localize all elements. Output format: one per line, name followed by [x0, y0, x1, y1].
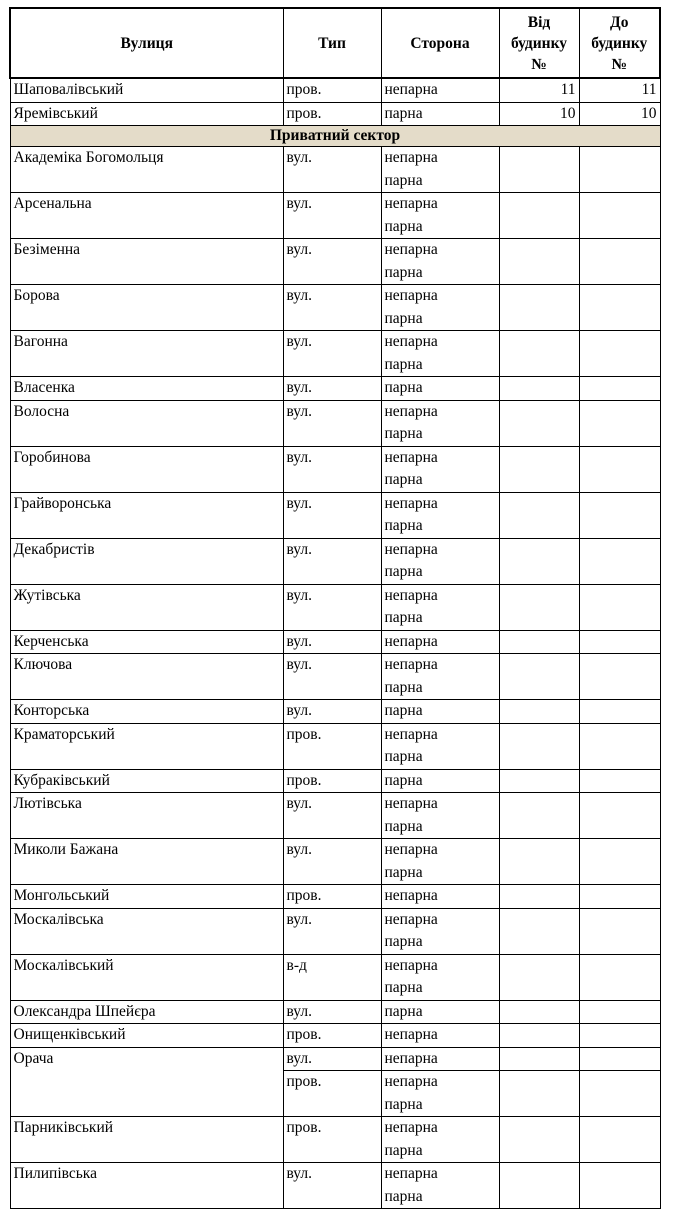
- header-from: Від будинку №: [499, 8, 579, 78]
- cell-street: Олександра Шпейєра: [10, 1000, 283, 1024]
- cell-to: [579, 839, 660, 885]
- cell-side: [381, 239, 499, 285]
- cell-street: Власенка: [10, 377, 283, 401]
- cell-street: Онищенківський: [10, 1024, 283, 1048]
- cell-from: [499, 885, 579, 909]
- table-row: [10, 377, 660, 401]
- header-type: Тип: [283, 8, 381, 78]
- streets-table: [9, 7, 661, 1209]
- cell-street: Пилипівська: [10, 1163, 283, 1209]
- cell-type: вул.: [283, 584, 381, 630]
- cell-type: вул.: [283, 239, 381, 285]
- cell-type: пров.: [283, 769, 381, 793]
- cell-from: [499, 147, 579, 193]
- table-row: [10, 793, 660, 839]
- side-value: непарна: [384, 956, 438, 974]
- side-value: непарна: [384, 1026, 438, 1043]
- cell-side: [381, 446, 499, 492]
- cell-to: [579, 538, 660, 584]
- cell-type: вул.: [283, 400, 381, 446]
- cell-type: вул.: [283, 1000, 381, 1024]
- cell-from: [499, 1071, 579, 1117]
- table-row: [10, 654, 660, 700]
- side-value: парна: [384, 425, 423, 442]
- table-row: [10, 102, 660, 126]
- cell-to: [579, 1163, 660, 1209]
- cell-side: [381, 377, 499, 401]
- cell-to: [579, 285, 660, 331]
- side-value: парна: [384, 1095, 423, 1113]
- side-value: парна: [384, 933, 423, 950]
- cell-side: [381, 331, 499, 377]
- cell-type: пров.: [283, 723, 381, 769]
- header-side: Сторона: [381, 8, 499, 78]
- cell-street: Миколи Бажана: [10, 839, 283, 885]
- side-value: парна: [384, 217, 423, 235]
- cell-street: Краматорський: [10, 723, 283, 769]
- cell-type: вул.: [283, 147, 381, 193]
- cell-side: [381, 1071, 499, 1117]
- cell-side: [381, 700, 499, 724]
- side-value: парна: [384, 863, 423, 881]
- cell-side: непарна: [381, 1047, 499, 1071]
- cell-side: [381, 400, 499, 446]
- cell-to: [579, 446, 660, 492]
- cell-side: [381, 654, 499, 700]
- cell-side: [381, 584, 499, 630]
- table-row: [10, 885, 660, 909]
- cell-to: [579, 239, 660, 285]
- side-value: непарна: [384, 887, 438, 904]
- cell-side: непарна: [381, 78, 499, 102]
- cell-side: [381, 723, 499, 769]
- header-to: До будинку №: [579, 8, 660, 78]
- side-value: непарна: [384, 632, 438, 650]
- cell-street: Грайворонська: [10, 492, 283, 538]
- cell-to: [579, 584, 660, 630]
- cell-to: [579, 193, 660, 239]
- cell-street: Яремівський: [10, 102, 283, 126]
- cell-type: пров.: [283, 885, 381, 909]
- cell-to: [579, 1047, 660, 1071]
- table-body: [10, 78, 660, 1209]
- cell-to: [579, 377, 660, 401]
- cell-from: [499, 584, 579, 630]
- cell-from: [499, 954, 579, 1000]
- cell-from: [499, 400, 579, 446]
- cell-type: пров.: [283, 1024, 381, 1048]
- table-row: [10, 769, 660, 793]
- table-row: [10, 584, 660, 630]
- cell-type: в-д: [283, 954, 381, 1000]
- table-row: [10, 1024, 660, 1048]
- cell-street: Декабристів: [10, 538, 283, 584]
- side-value: непарна: [384, 448, 438, 466]
- table-row: [10, 538, 660, 584]
- cell-type: пров.: [283, 1071, 381, 1117]
- cell-street: Москалівська: [10, 908, 283, 954]
- cell-type: вул.: [283, 630, 381, 654]
- side-value: парна: [384, 979, 423, 996]
- cell-street: Горобинова: [10, 446, 283, 492]
- cell-from: [499, 538, 579, 584]
- cell-type: вул.: [283, 538, 381, 584]
- cell-from: [499, 331, 579, 377]
- cell-to: [579, 1071, 660, 1117]
- cell-to: [579, 147, 660, 193]
- cell-side: [381, 147, 499, 193]
- cell-type: вул.: [283, 285, 381, 331]
- cell-type: вул.: [283, 331, 381, 377]
- table-row: [10, 446, 660, 492]
- cell-from: [499, 723, 579, 769]
- side-value: парна: [384, 263, 423, 281]
- cell-street: Лютівська: [10, 793, 283, 839]
- cell-to: [579, 769, 660, 793]
- cell-type: вул.: [283, 908, 381, 954]
- cell-to: [579, 654, 660, 700]
- cell-side: [381, 1163, 499, 1209]
- cell-street: Борова: [10, 285, 283, 331]
- table-row: [10, 723, 660, 769]
- cell-type: пров.: [283, 1117, 381, 1163]
- table-row: [10, 285, 660, 331]
- cell-side: [381, 908, 499, 954]
- cell-side: [381, 1000, 499, 1024]
- cell-street: Керченська: [10, 630, 283, 654]
- cell-from: [499, 700, 579, 724]
- side-value: непарна: [384, 149, 438, 166]
- cell-from: [499, 446, 579, 492]
- cell-street: Ключова: [10, 654, 283, 700]
- table-row: [10, 630, 660, 654]
- side-value: непарна: [384, 795, 438, 812]
- side-value: парна: [384, 748, 423, 765]
- side-value: парна: [384, 379, 423, 396]
- side-value: парна: [384, 563, 423, 580]
- cell-to: 11: [579, 78, 660, 102]
- table-row: [10, 193, 660, 239]
- cell-side: [381, 793, 499, 839]
- cell-to: [579, 700, 660, 724]
- cell-from: 10: [499, 102, 579, 126]
- side-value: непарна: [384, 910, 438, 928]
- side-value: непарна: [384, 287, 438, 304]
- cell-side: [381, 1024, 499, 1048]
- cell-to: [579, 331, 660, 377]
- table-row: [10, 492, 660, 538]
- cell-from: [499, 377, 579, 401]
- cell-to: [579, 908, 660, 954]
- section-row: [10, 126, 660, 147]
- table-row: [10, 78, 660, 102]
- side-value: непарна: [384, 1073, 438, 1090]
- header-street: Вулиця: [10, 8, 283, 78]
- cell-street: Орача: [10, 1047, 283, 1117]
- cell-side: [381, 769, 499, 793]
- table-row: [10, 1117, 660, 1163]
- cell-side: парна: [381, 102, 499, 126]
- cell-street: Парниківський: [10, 1117, 283, 1163]
- cell-to: [579, 400, 660, 446]
- side-value: непарна: [384, 586, 438, 604]
- side-value: парна: [384, 517, 423, 534]
- cell-from: [499, 193, 579, 239]
- cell-type: вул.: [283, 492, 381, 538]
- side-value: непарна: [384, 656, 438, 673]
- cell-to: [579, 723, 660, 769]
- cell-street: Конторська: [10, 700, 283, 724]
- cell-from: [499, 793, 579, 839]
- side-value: непарна: [384, 1119, 438, 1136]
- table-row: [10, 400, 660, 446]
- cell-to: [579, 885, 660, 909]
- table-row: [10, 239, 660, 285]
- table-row: [10, 700, 660, 724]
- side-value: парна: [384, 1187, 423, 1205]
- cell-from: [499, 654, 579, 700]
- side-value: непарна: [384, 725, 438, 743]
- table-row: [10, 1047, 660, 1071]
- cell-side: [381, 954, 499, 1000]
- cell-street: Академіка Богомольця: [10, 147, 283, 193]
- cell-side: [381, 885, 499, 909]
- header-row: [10, 8, 660, 78]
- cell-street: Монгольський: [10, 885, 283, 909]
- cell-side: [381, 630, 499, 654]
- cell-from: [499, 1163, 579, 1209]
- table-row: [10, 331, 660, 377]
- cell-street: Жутівська: [10, 584, 283, 630]
- cell-from: [499, 1024, 579, 1048]
- cell-street: Вагонна: [10, 331, 283, 377]
- cell-type: вул.: [283, 1163, 381, 1209]
- side-value: непарна: [384, 841, 438, 858]
- cell-from: [499, 630, 579, 654]
- cell-from: [499, 492, 579, 538]
- side-value: парна: [384, 471, 423, 488]
- section-title: Приватний сектор: [10, 126, 660, 147]
- table-row: [10, 954, 660, 1000]
- side-value: непарна: [384, 241, 438, 258]
- cell-from: [499, 839, 579, 885]
- cell-from: [499, 1047, 579, 1071]
- table-row: [10, 1163, 660, 1209]
- cell-from: 11: [499, 78, 579, 102]
- side-value: парна: [384, 171, 423, 189]
- cell-street: Москалівський: [10, 954, 283, 1000]
- cell-from: [499, 908, 579, 954]
- cell-type: вул.: [283, 654, 381, 700]
- table-row: [10, 839, 660, 885]
- side-value: парна: [384, 771, 423, 789]
- table-row: [10, 1000, 660, 1024]
- cell-street: Кубраківський: [10, 769, 283, 793]
- cell-type: вул.: [283, 1047, 381, 1071]
- side-value: парна: [384, 1141, 423, 1159]
- cell-from: [499, 239, 579, 285]
- cell-to: [579, 1000, 660, 1024]
- cell-side: [381, 1117, 499, 1163]
- cell-from: [499, 1000, 579, 1024]
- cell-type: вул.: [283, 839, 381, 885]
- cell-to: 10: [579, 102, 660, 126]
- cell-to: [579, 1117, 660, 1163]
- side-value: непарна: [384, 1165, 438, 1182]
- side-value: парна: [384, 355, 423, 373]
- cell-type: пров.: [283, 78, 381, 102]
- cell-street: Шаповалівський: [10, 78, 283, 102]
- side-value: непарна: [384, 540, 438, 558]
- side-value: парна: [384, 309, 423, 327]
- cell-side: [381, 839, 499, 885]
- cell-to: [579, 793, 660, 839]
- cell-from: [499, 285, 579, 331]
- cell-side: [381, 285, 499, 331]
- side-value: непарна: [384, 195, 438, 212]
- cell-street: Арсенальна: [10, 193, 283, 239]
- side-value: парна: [384, 702, 423, 719]
- cell-side: [381, 538, 499, 584]
- cell-side: [381, 193, 499, 239]
- side-value: непарна: [384, 494, 438, 512]
- side-value: парна: [384, 817, 423, 835]
- cell-from: [499, 1117, 579, 1163]
- table-row: [10, 147, 660, 193]
- cell-type: вул.: [283, 193, 381, 239]
- cell-side: [381, 492, 499, 538]
- cell-street: Волосна: [10, 400, 283, 446]
- side-value: парна: [384, 1002, 423, 1020]
- cell-type: вул.: [283, 446, 381, 492]
- side-value: непарна: [384, 402, 438, 420]
- cell-to: [579, 1024, 660, 1048]
- side-value: парна: [384, 609, 423, 626]
- table-row: [10, 908, 660, 954]
- cell-to: [579, 954, 660, 1000]
- cell-from: [499, 769, 579, 793]
- side-value: непарна: [384, 333, 438, 350]
- cell-to: [579, 630, 660, 654]
- side-value: парна: [384, 678, 423, 696]
- cell-type: вул.: [283, 377, 381, 401]
- cell-type: вул.: [283, 793, 381, 839]
- cell-street: Безіменна: [10, 239, 283, 285]
- cell-type: вул.: [283, 700, 381, 724]
- cell-to: [579, 492, 660, 538]
- cell-type: пров.: [283, 102, 381, 126]
